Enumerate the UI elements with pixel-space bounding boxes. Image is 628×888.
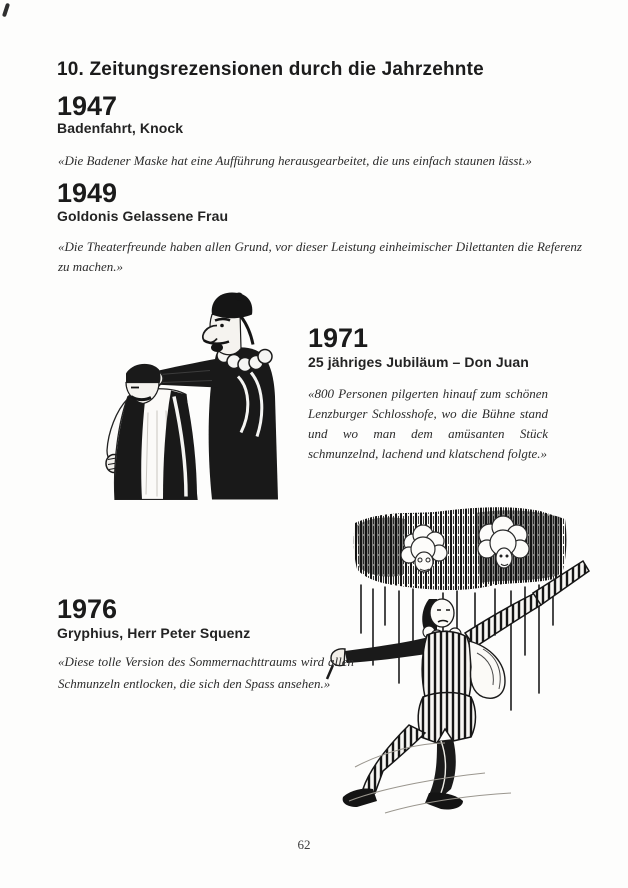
year-heading-1971: 1971 <box>308 323 369 353</box>
play-title-1949: Goldonis Gelassene Frau <box>57 208 229 224</box>
play-title-1971: 25 jähriges Jubiläum – Don Juan <box>308 354 529 370</box>
review-quote-1949: «Die Theaterfreunde haben allen Grund, vor dieser Leistung einheimischer Dilettanten die Referenz zu machen.» <box>58 239 582 274</box>
review-quote-1976: «Diese tolle Version des Sommernachttraums wird allen Schmunzeln entlocken, die sich den Spass ansehen.» <box>58 654 354 691</box>
year-heading-1947: 1947 <box>57 91 118 121</box>
review-quote-1971: «800 Personen pilgerten hinauf zum schönen Lenzburger Schlosshofe, wo die Bühne stand und wo man dem amüsanten Stück schmunzelnd, lachend und klatschend folgte.» <box>308 386 548 461</box>
review-quote-1947: «Die Badener Maske hat eine Aufführung herausgearbeitet, die uns einfach staunen lässt.» <box>58 153 532 168</box>
year-heading-1976: 1976 <box>57 594 118 624</box>
illustration-jester-scene <box>325 505 600 820</box>
illustration-caricature-two-actors <box>100 292 280 500</box>
play-title-1947: Badenfahrt, Knock <box>57 120 184 136</box>
jester-drawing <box>325 505 600 820</box>
page-number: 62 <box>297 837 311 852</box>
page-title: 10. Zeitungsrezensionen durch die Jahrzehnte <box>57 58 484 80</box>
year-heading-1949: 1949 <box>57 178 118 208</box>
play-title-1976: Gryphius, Herr Peter Squenz <box>57 625 251 641</box>
two-actors-drawing <box>100 292 280 500</box>
scan-artifact-mark <box>2 3 10 18</box>
